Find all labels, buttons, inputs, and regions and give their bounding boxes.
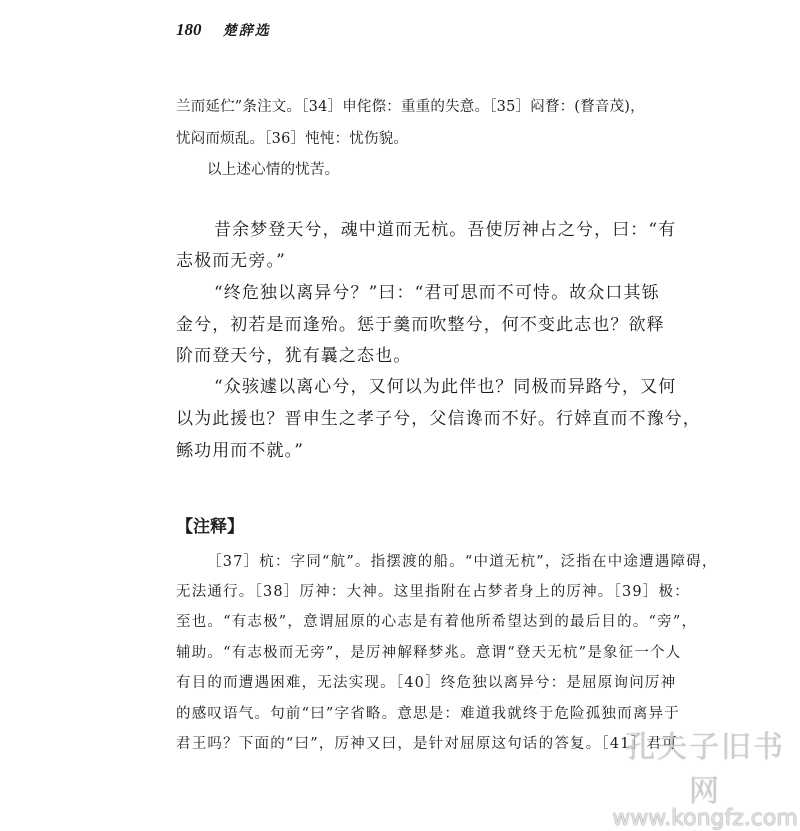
poem-p2-line-3: 阶而登天兮，犹有曩之态也。 <box>176 346 412 366</box>
page-number: 180 <box>176 20 202 39</box>
annotation-line-2: 无法通行。［38］厉神：大神。这里指附在占梦者身上的厉神。［39］极： <box>176 584 690 600</box>
poem-p2-line-2: 金兮，初若是而逢殆。惩于羹而吹整兮，何不变此志也？欲释 <box>176 315 665 335</box>
poem-p3-line-1: “众骇遽以离心兮，又何以为此伴也？同极而异路兮，又何 <box>214 377 677 397</box>
prev-note-line-2: 忧闷而烦乱。［36］忳忳：忧伤貌。 <box>176 131 409 147</box>
section-summary: 以上述心情的忧苦。 <box>207 162 340 178</box>
book-title: 楚辞选 <box>222 23 271 39</box>
poem-p1-line-2: 志极而无旁。” <box>176 251 286 271</box>
annotation-line-7: 君王吗？下面的“曰”，厉神又曰，是针对屈原这句话的答复。［41］君可 <box>176 736 678 752</box>
watermark-url: www.kongfz.com <box>612 806 798 831</box>
annotation-line-3: 至也。“有志极”，意谓屈原的心志是有着他所希望达到的最后目的。“旁”， <box>176 614 698 630</box>
prev-note-line-1: 兰而延伫”条注文。［34］申侘傺：重重的失意。［35］闷瞀：(瞀音茂)， <box>176 99 645 115</box>
annotation-line-6: 的感叹语气。句前“曰”字省略。意思是：难道我就终于危险孤独而离异于 <box>176 706 680 722</box>
poem-p2-line-1: “终危独以离异兮？”曰：“君可思而不可恃。故众口其铄 <box>214 283 660 303</box>
poem-p3-line-3: 鲧功用而不就。” <box>176 441 304 461</box>
annotation-line-1: ［37］杭：字同“航”。指摆渡的船。“中道无杭”，泛指在中途遭遇障碍， <box>207 554 718 570</box>
watermark-text: 孔夫子旧书网 <box>625 730 785 809</box>
poem-p3-line-2: 以为此援也？晋申生之孝子兮，父信谗而不好。行婞直而不豫兮， <box>176 409 701 429</box>
running-header <box>176 20 271 40</box>
annotations-heading: 【注释】 <box>176 517 244 537</box>
annotation-line-5: 有目的而遭遇困难，无法实现。［40］终危独以离异兮：是屈原询问厉神 <box>176 675 677 691</box>
annotation-line-4: 辅助。“有志极而无旁”，是厉神解释梦兆。意谓“登天无杭”是象征一个人 <box>176 645 682 661</box>
poem-p1-line-1: 昔余梦登天兮，魂中道而无杭。吾使厉神占之兮，曰：“有 <box>214 220 677 240</box>
